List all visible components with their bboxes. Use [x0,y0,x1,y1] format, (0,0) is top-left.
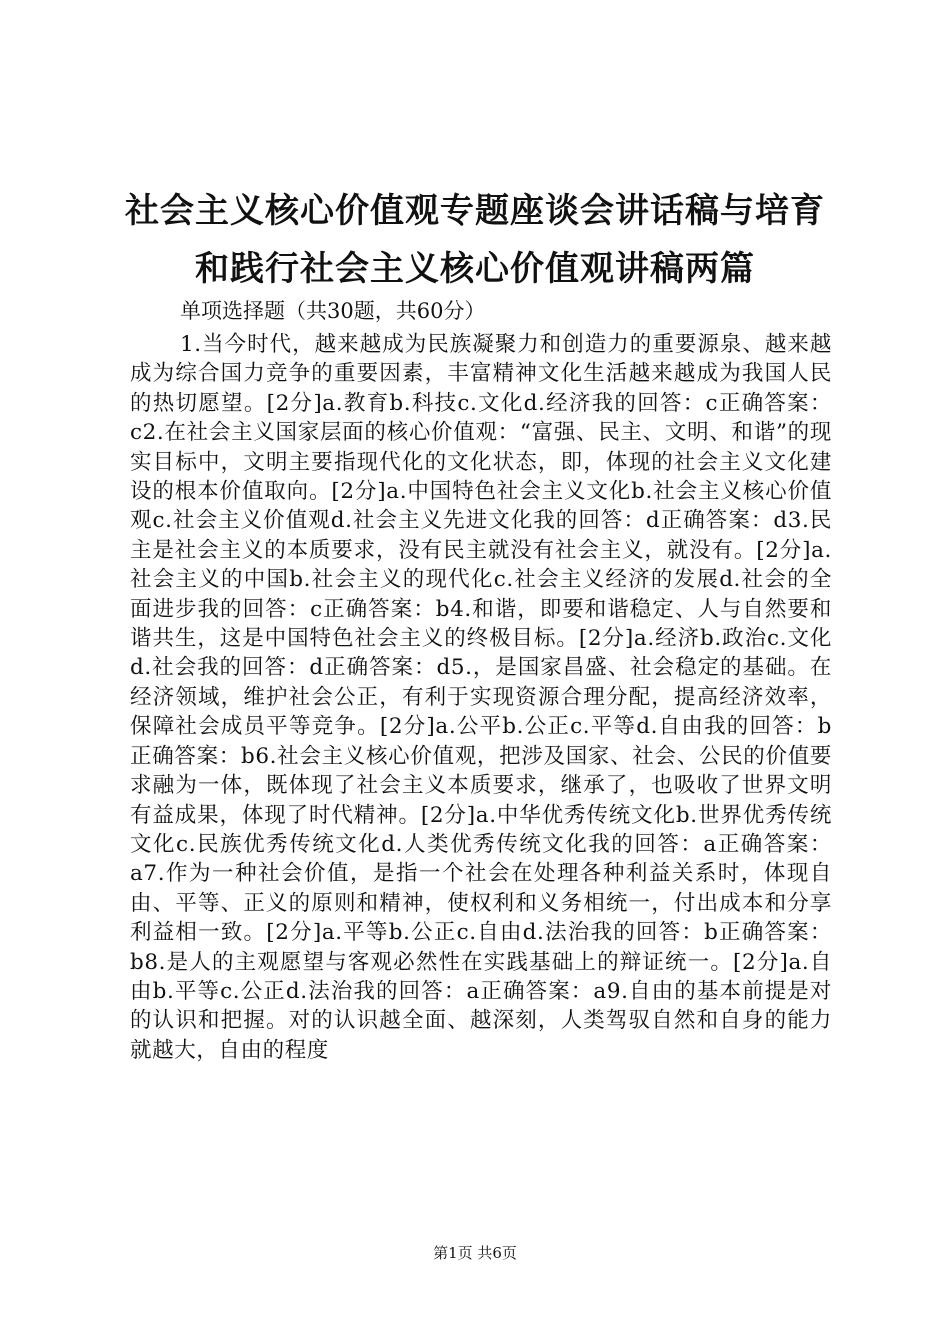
document-title: 社会主义核心价值观专题座谈会讲话稿与培育和践行社会主义核心价值观讲稿两篇 [125,191,825,289]
section-heading: 单项选择题（共30题，共60分） [180,299,486,323]
page-indicator: 第1页 共6页 [433,1244,517,1262]
body-paragraph: 1.当今时代，越来越成为民族凝聚力和创造力的重要源泉、越来越成为综合国力竞争的重要因素，丰富精神文化生活越来越成为我国人民的热切愿望。[2分]a.教育b.科技c.文化d.经济我的回答：c正确答案：c2.在社会主义国家层面的核心价值观：“富强、民主、文明、和谐”的现实目标中，文明主要指现代化的文化状态，即，体现的社会主义文化建设的根本价值取向。[2分]a.中国特色社会主义文化b.社会主义核心价值观c.社会主义价值观d.社会主义先进文化我的回答：d正确答案：d3.民主是社会主义的本质要求，没有民主就没有社会主义，就没有。[2分]a.社会主义的中国b.社会主义的现代化c.社会主义经济的发展d.社会的全面进步我的回答：c正确答案：b4.和谐，即要和谐稳定、人与自然要和谐共生，这是中国特色社会主义的终极目标。[2分]a.经济b.政治c.文化d.社会我的回答：d正确答案：d5.，是国家昌盛、社会稳定的基础。在经济领域，维护社会公正，有利于实现资源合理分配，提高经济效率，保障社会成员平等竞争。[2分]a.公平b.公正c.平等d.自由我的回答：b正确答案：b6.社会主义核心价值观，把涉及国家、社会、公民的价值要求融为一体，既体现了社会主义本质要求，继承了，也吸收了世界文明有益成果，体现了时代精神。[2分]a.中华优秀传统文化b.世界优秀传统文化c.民族优秀传统文化d.人类优秀传统文化我的回答：a正确答案：a7.作为一种社会价值，是指一个社会在处理各种利益关系时，体现自由、平等、正义的原则和精神，使权利和义务相统一，付出成本和分享利益相一致。[2分]a.平等b.公正c.自由d.法治我的回答：b正确答案：b8.是人的主观愿望与客观必然性在实践基础上的辩证统一。[2分]a.自由b.平等c.公正d.法治我的回答：a正确答案：a9.自由的基本前提是对的认识和把握。对的认识越全面、越深刻，人类驾驭自然和自身的能力就越大，自由的程度 [130,332,832,1063]
